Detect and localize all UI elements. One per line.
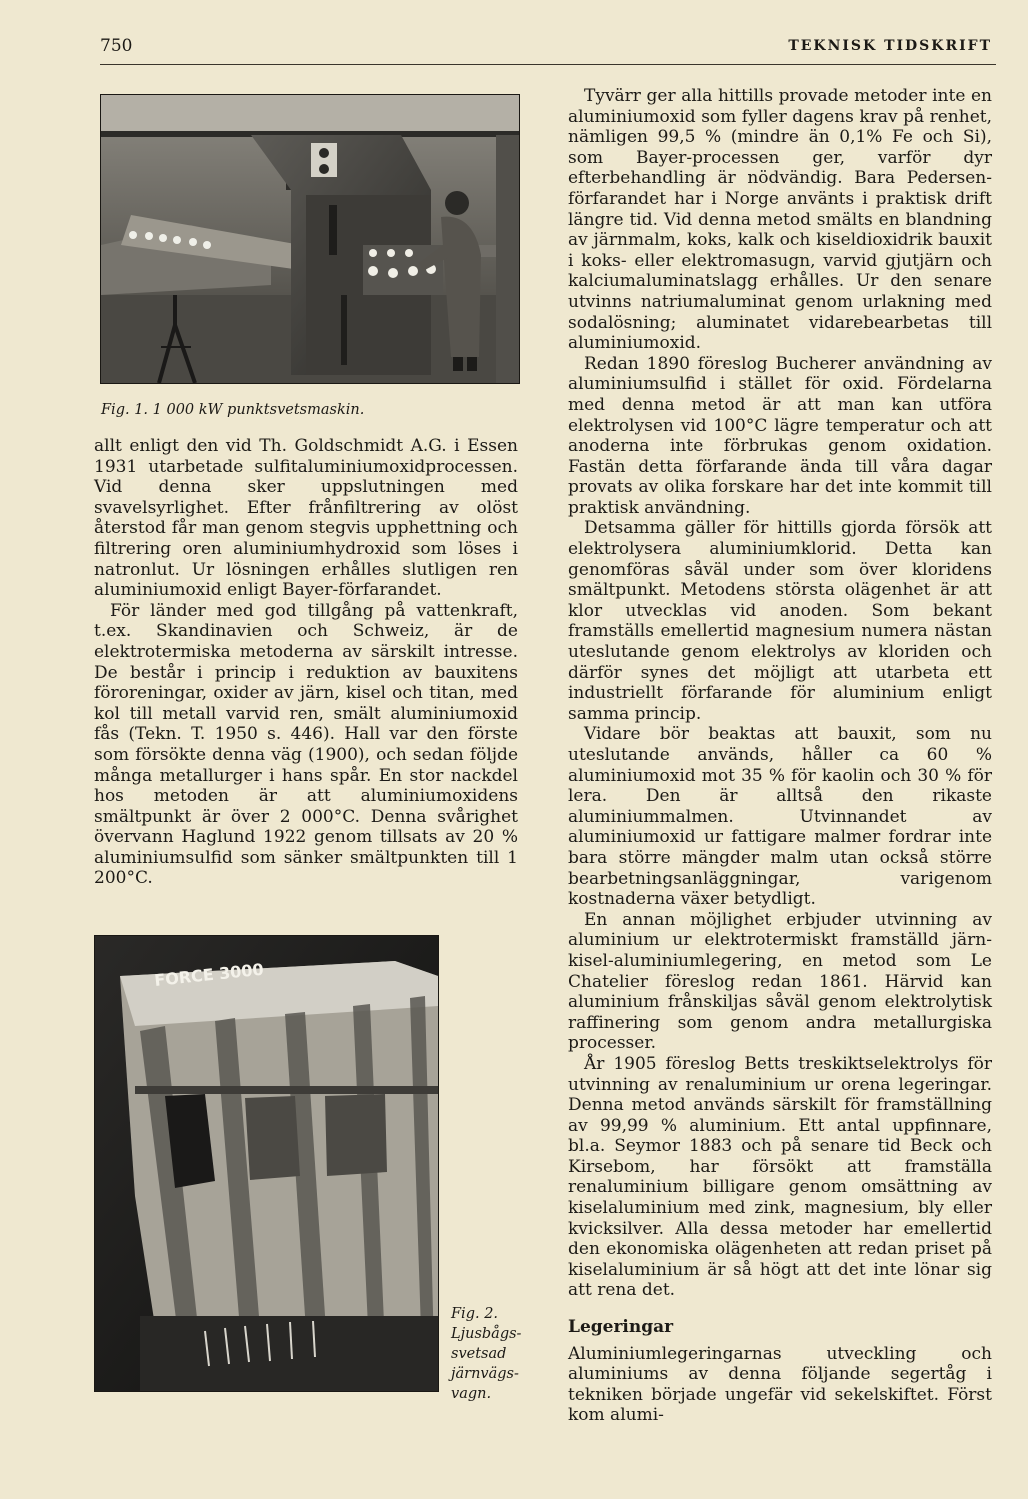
paragraph: allt enligt den vid Th. Goldschmidt A.G. i Essen 1931 utarbetade sulfitaluminiumoxidprocessen. Vid denna sker uppslutningen med svavelsyrlighet. Efter frånfiltrering av olöst återstod får man genom stegvis upphettning och filtrering oren aluminiumhydroxid som löses i natronlut. Ur lösningen erhålles slutligen ren aluminiumoxid enligt Bayer-förfarandet. xyxy=(94,436,518,601)
paragraph: Vidare bör beaktas att bauxit, som nu uteslutande används, håller ca 60 % aluminiumoxid mot 35 % för kaolin och 30 % för lera. Den är alltså den rikaste aluminiummalmen. Utvinnandet av aluminiumoxid ur fattigare malmer fordrar inte bara större mängder malm utan också större bearbetningsanläggningar, varigenom kostnaderna växer betydligt. xyxy=(568,724,992,910)
paragraph: Aluminiumlegeringarnas utveckling och aluminiums av denna följande segertåg i tekniken började ungefär vid sekelskiftet. Först kom alumi- xyxy=(568,1343,992,1426)
paragraph: Tyvärr ger alla hittills provade metoder inte en aluminiumoxid som fyller dagens krav på renhet, nämligen 99,5 % (mindre än 0,1% Fe och Si), som Bayer-processen ger, varför dyr efterbehandling är nödvändig. Bara Pedersen-förfarandet har i Norge använts i praktisk drift längre tid. Vid denna metod smälts en blandning av järnmalm, koks, kalk och kiseldioxidrik bauxit i koks- eller elektromasugn, varvid gjutjärn och kalciumaluminatslagg erhålles. Ur den senare utvinns natriumaluminat genom urlakning med sodalösning; aluminatet vidarebearbetas till aluminiumoxid. xyxy=(568,86,992,354)
paragraph: En annan möjlighet erbjuder utvinning av aluminium ur elektrotermiskt framställd järn-kisel-aluminiumlegering, en metod som Le Chatelier föreslog redan 1861. Härvid kan aluminium frånskiljas såväl genom elektrolytisk raffinering som genom andra metallurgiska processer. xyxy=(568,909,992,1054)
caption-line: svetsad xyxy=(451,1346,507,1362)
caption-line: Fig. 2. xyxy=(451,1306,499,1322)
figure-2-photo xyxy=(94,935,439,1392)
figure-1-caption: Fig. 1. 1 000 kW punktsvetsmaskin. xyxy=(101,402,365,418)
caption-line: Ljusbågs- xyxy=(451,1326,522,1342)
paragraph: År 1905 föreslog Betts treskiktselektrolys för utvinning av renaluminium ur orena legeringar. Denna metod används särskilt för framställning av 99,99 % aluminium. Ett antal uppfinnare, bl.a. Seymor 1883 och på senare tid Beck och Kirsebom, har försökt att framställa renaluminium billigare genom omsättning av kiselaluminium med zink, magnesium, bly eller kvicksilver. Alla dessa metoder har emellertid den ekonomiska olägenheten att redan priset på kiselaluminium är så högt att det inte lönar sig att rena det. xyxy=(568,1053,992,1301)
paragraph: För länder med god tillgång på vattenkraft, t.ex. Skandinavien och Schweiz, är de elektrotermiska metoderna av särskilt intresse. De består i princip i reduktion av bauxitens föroreningar, oxider av järn, kisel och titan, med kol till metall varvid ren, smält aluminiumoxid fås (Tekn. T. 1950 s. 446). Hall var den förste som försökte denna väg (1900), och sedan följde många metallurger i hans spår. En stor nackdel hos metoden är att aluminiumoxidens smältpunkt är över 2 000°C. Denna svårighet övervann Haglund 1922 genom tillsats av 20 % aluminiumsulfid som sänker smältpunkten till 1 200°C. xyxy=(94,600,518,889)
caption-line: järnvägs- xyxy=(451,1366,519,1382)
right-column xyxy=(568,86,992,1426)
figure-1-photo xyxy=(100,94,520,384)
header-rule xyxy=(100,64,996,65)
figure-2-caption xyxy=(451,1304,531,1404)
left-column xyxy=(94,436,518,889)
journal-title: TEKNISK TIDSKRIFT xyxy=(788,38,992,54)
rail-car-illustration xyxy=(95,936,438,1391)
paragraph: Redan 1890 föreslog Bucherer användning av aluminiumsulfid i stället för oxid. Fördelarna med denna metod är att man kan utföra elektrolysen vid 100°C lägre temperatur och att anoderna inte förbrukas genom oxidation. Fastän detta förfarande ända till våra dagar provats av olika forskare har det inte kommit till praktisk användning. xyxy=(568,353,992,518)
page-number: 750 xyxy=(100,36,133,56)
welding-machine-illustration xyxy=(101,95,519,383)
section-heading: Legeringar xyxy=(568,1317,674,1338)
caption-line: vagn. xyxy=(451,1386,492,1402)
force-stencil-text: FORCE 3000 xyxy=(153,959,265,990)
paragraph: Detsamma gäller för hittills gjorda försök att elektrolysera aluminiumklorid. Detta kan genomföras såväl under som över kloridens smältpunkt. Metodens största olägenhet är att klor utvecklas vid anoden. Som bekant framställs emellertid magnesium numera nästan uteslutande genom elektrolys av kloriden och därför synes det möjligt att utarbeta ett industriellt förfarande för aluminium enligt samma princip. xyxy=(568,518,992,724)
